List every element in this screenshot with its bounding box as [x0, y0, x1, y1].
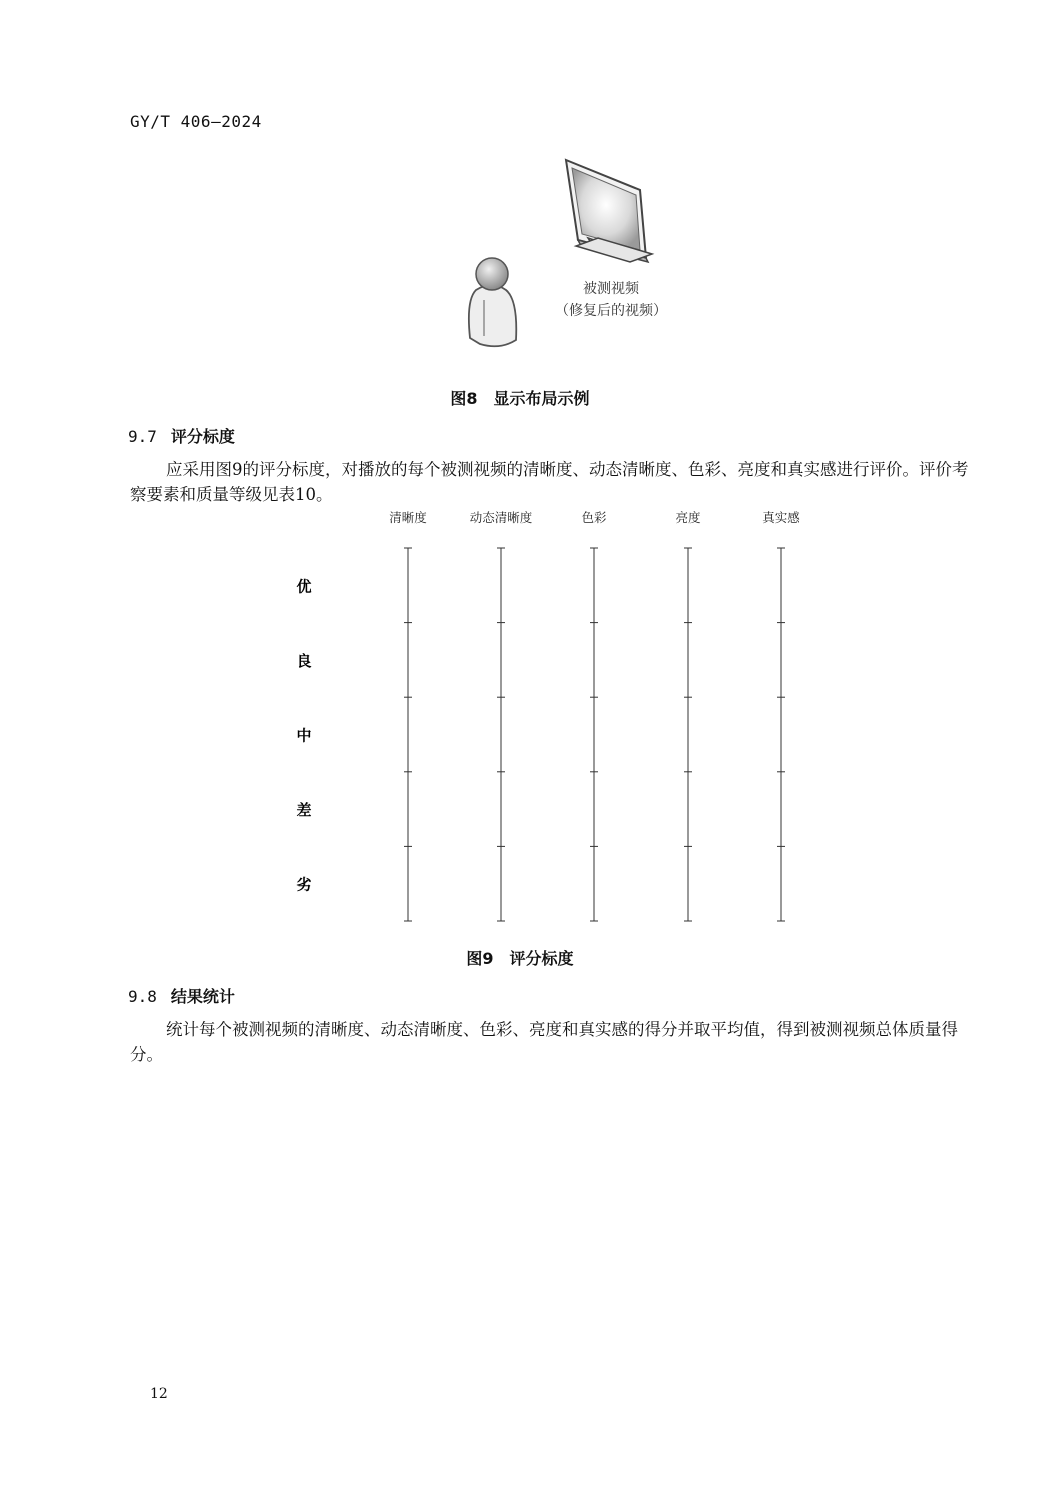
scale-grade-label: 中 — [296, 726, 312, 745]
section-number: 9.8 — [128, 987, 157, 1006]
scale-column-label: 色彩 — [581, 510, 607, 525]
scale-column-label: 动态清晰度 — [469, 510, 533, 525]
document-id: GY/T 406—2024 — [130, 112, 262, 131]
rating-scale-chart — [280, 500, 840, 930]
scale-grade-label: 劣 — [296, 875, 312, 894]
device-label-line2: （修复后的视频） — [555, 303, 667, 319]
section-9-7-paragraph: 应采用图9的评分标度，对播放的每个被测视频的清晰度、动态清晰度、色彩、亮度和真实感进行评价。评价考察要素和质量等级见表10。 — [130, 460, 969, 504]
section-title: 评分标度 — [170, 427, 235, 446]
scale-grade-label: 优 — [296, 577, 312, 596]
device-label — [536, 278, 686, 322]
section-9-7-heading — [128, 424, 235, 447]
figure8-caption: 图8 显示布局示例 — [450, 389, 590, 408]
section-9-8-heading — [128, 984, 235, 1007]
scale-column-label: 真实感 — [762, 510, 800, 525]
monitor-icon — [566, 160, 652, 262]
viewer-person-icon — [469, 258, 516, 346]
scale-grade-label: 良 — [296, 651, 312, 670]
page-number: 12 — [150, 1386, 168, 1402]
device-label-line1: 被测视频 — [583, 281, 639, 297]
figure9-caption: 图9 评分标度 — [466, 949, 574, 968]
scale-grade-label: 差 — [296, 801, 312, 820]
figure8-illustration — [440, 150, 670, 360]
scale-column-label: 清晰度 — [389, 510, 427, 525]
section-9-8-paragraph: 统计每个被测视频的清晰度、动态清晰度、色彩、亮度和真实感的得分并取平均值，得到被测视频总体质量得分。 — [130, 1020, 958, 1064]
scale-column-label: 亮度 — [675, 510, 701, 525]
section-number: 9.7 — [128, 427, 157, 446]
section-title: 结果统计 — [170, 987, 235, 1006]
